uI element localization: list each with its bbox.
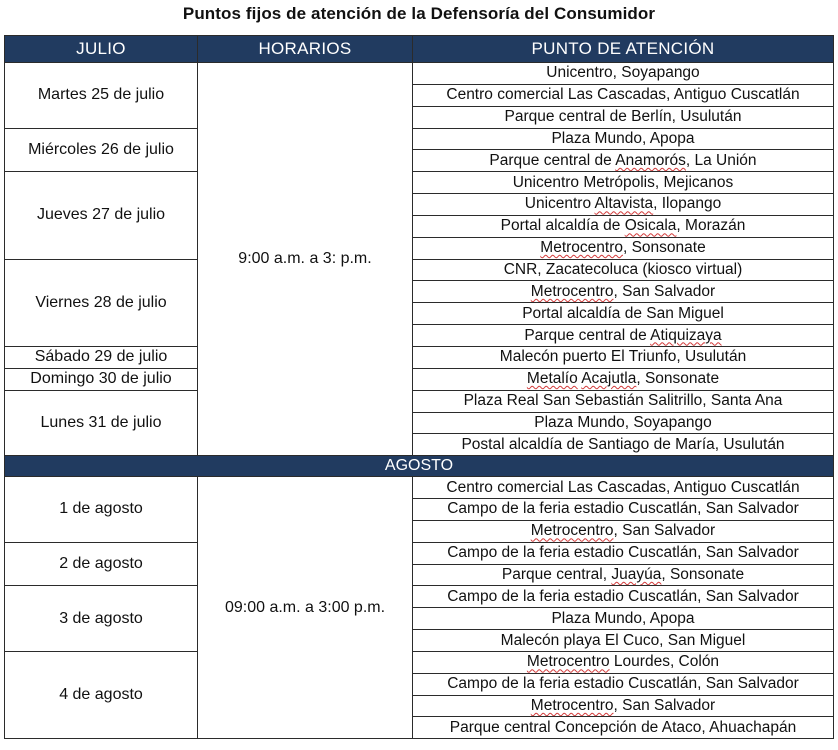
location-cell: Plaza Mundo, Apopa: [413, 128, 834, 150]
table-row: [5, 542, 834, 564]
hours-cell: 9:00 a.m. a 3: p.m.: [198, 63, 413, 456]
location-cell: Metrocentro, San Salvador: [413, 281, 834, 303]
table-header-row: [5, 36, 834, 63]
section-label-agosto: AGOSTO: [5, 456, 834, 477]
location-cell: Campo de la feria estadio Cuscatlán, San Salvador: [413, 542, 834, 564]
section-row-agosto: [5, 456, 834, 477]
day-label: 4 de agosto: [5, 651, 198, 738]
day-label: Sábado 29 de julio: [5, 346, 198, 368]
table-row: [5, 63, 834, 85]
location-cell: Centro comercial Las Cascadas, Antiguo Cuscatlán: [413, 84, 834, 106]
location-cell: Campo de la feria estadio Cuscatlán, San Salvador: [413, 499, 834, 521]
table-row: [5, 477, 834, 499]
location-cell: Campo de la feria estadio Cuscatlán, San Salvador: [413, 586, 834, 608]
location-cell: Portal alcaldía de San Miguel: [413, 303, 834, 325]
location-cell: Parque central de Anamorós, La Unión: [413, 150, 834, 172]
location-cell: Metrocentro Lourdes, Colón: [413, 651, 834, 673]
table-row: [5, 586, 834, 608]
table-row: [5, 390, 834, 412]
location-cell: Metrocentro, San Salvador: [413, 520, 834, 542]
day-label: 3 de agosto: [5, 586, 198, 652]
day-label: Jueves 27 de julio: [5, 172, 198, 259]
day-label: Viernes 28 de julio: [5, 259, 198, 346]
day-label: Miércoles 26 de julio: [5, 128, 198, 172]
location-cell: Portal alcaldía de Osicala, Morazán: [413, 215, 834, 237]
location-cell: Malecón puerto El Triunfo, Usulután: [413, 346, 834, 368]
location-cell: Unicentro Metrópolis, Mejicanos: [413, 172, 834, 194]
schedule-table: [4, 35, 834, 739]
day-label: 2 de agosto: [5, 542, 198, 586]
location-cell: Centro comercial Las Cascadas, Antiguo Cuscatlán: [413, 477, 834, 499]
day-label: Lunes 31 de julio: [5, 390, 198, 456]
column-header-punto-de-atencion: PUNTO DE ATENCIÓN: [413, 36, 834, 63]
table-row: [5, 259, 834, 281]
location-cell: Parque central de Atiquizaya: [413, 325, 834, 347]
column-header-horarios: HORARIOS: [198, 36, 413, 63]
location-cell: Parque central Concepción de Ataco, Ahuachapán: [413, 717, 834, 739]
location-cell: Parque central de Berlín, Usulután: [413, 106, 834, 128]
hours-cell: 09:00 a.m. a 3:00 p.m.: [198, 477, 413, 739]
location-cell: Plaza Mundo, Soyapango: [413, 412, 834, 434]
column-header-julio: JULIO: [5, 36, 198, 63]
page-title: Puntos fijos de atención de la Defensoría del Consumidor: [182, 4, 656, 23]
table-row: [5, 128, 834, 150]
table-row: [5, 172, 834, 194]
table-row: [5, 651, 834, 673]
location-cell: Malecón playa El Cuco, San Miguel: [413, 630, 834, 652]
day-label: Domingo 30 de julio: [5, 368, 198, 390]
location-cell: Postal alcaldía de Santiago de María, Usulután: [413, 434, 834, 456]
location-cell: Parque central, Juayúa, Sonsonate: [413, 564, 834, 586]
day-label: Martes 25 de julio: [5, 63, 198, 129]
location-cell: Metalío Acajutla, Sonsonate: [413, 368, 834, 390]
location-cell: Metrocentro, San Salvador: [413, 695, 834, 717]
location-cell: Plaza Mundo, Apopa: [413, 608, 834, 630]
location-cell: Metrocentro, Sonsonate: [413, 237, 834, 259]
table-row: [5, 346, 834, 368]
location-cell: Unicentro, Soyapango: [413, 63, 834, 85]
location-cell: Campo de la feria estadio Cuscatlán, San Salvador: [413, 673, 834, 695]
location-cell: Plaza Real San Sebastián Salitrillo, Santa Ana: [413, 390, 834, 412]
location-cell: Unicentro Altavista, Ilopango: [413, 194, 834, 216]
location-cell: CNR, Zacatecoluca (kiosco virtual): [413, 259, 834, 281]
day-label: 1 de agosto: [5, 477, 198, 543]
table-row: [5, 368, 834, 390]
